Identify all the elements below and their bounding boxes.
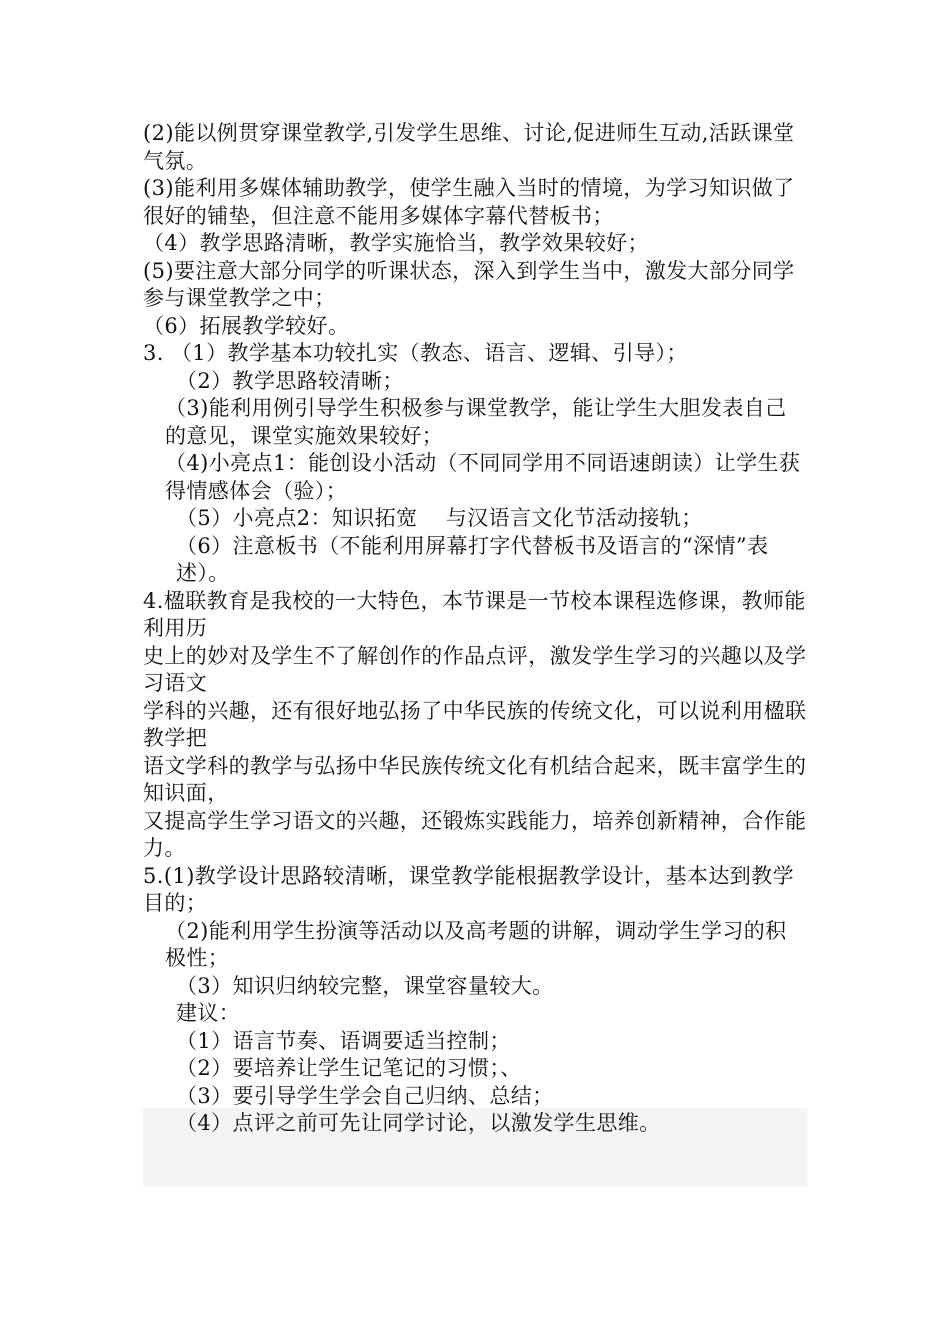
paragraph: 3. （1）教学基本功较扎实（教态、语言、逻辑、引导）；: [143, 341, 688, 365]
paragraph: （4）点评之前可先让同学讨论，以激发学生思维。: [176, 1111, 661, 1135]
paragraph: 语文学科的教学与弘扬中华民族传统文化有机结合起来，既丰富学生的知识面，: [143, 753, 807, 805]
paragraph: （5）小亮点2：知识拓宽 与汉语言文化节活动接轨；: [176, 506, 703, 530]
paragraph: 5.(1)教学设计思路较清晰，课堂教学能根据教学设计，基本达到教学目的；: [143, 863, 794, 915]
paragraph: (5)要注意大部分同学的听课状态，深入到学生当中，激发大部分同学参与课堂教学之中；: [143, 258, 795, 310]
paragraph: （2)能利用学生扮演等活动以及高考题的讲解，调动学生学习的积极性；: [165, 918, 787, 970]
paragraph: (3)能利用多媒体辅助教学，使学生融入当时的情境，为学习知识做了很好的铺垫，但注意不能用多媒体字幕代替板书；: [143, 176, 795, 228]
paragraph: 学科的兴趣，还有很好地弘扬了中华民族的传统文化，可以说利用楹联教学把: [143, 698, 807, 750]
paragraph: （4)小亮点1：能创设小活动（不同同学用不同语速朗读）让学生获得情感体会（验）；: [165, 451, 801, 503]
paragraph: 4.楹联教育是我校的一大特色，本节课是一节校本课程选修课，教师能利用历: [143, 588, 806, 640]
paragraph: （2）教学思路较清晰；: [176, 368, 404, 393]
paragraph: (2)能以例贯穿课堂教学,引发学生思维、讨论,促进师生互动,活跃课堂气氛。: [143, 121, 795, 173]
paragraph: （6）注意板书（不能利用屏幕打字代替板书及语言的“深情”表述）。: [176, 533, 769, 585]
paragraph: （3）知识归纳较完整，课堂容量较大。: [176, 973, 554, 998]
paragraph: （4）教学思路清晰，教学实施恰当，教学效果较好；: [143, 231, 649, 255]
paragraph: 建议：: [176, 1001, 241, 1025]
paragraph: （1）语言节奏、语调要适当控制；: [176, 1028, 511, 1053]
paragraph: 又提高学生学习语文的兴趣，还锻炼实践能力，培养创新精神，合作能力。: [143, 808, 807, 860]
paragraph: （2）要培养让学生记笔记的习惯；、: [176, 1056, 522, 1080]
paragraph: 史上的妙对及学生不了解创作的作品点评，激发学生学习的兴趣以及学习语文: [143, 643, 807, 695]
paragraph: （3)能利用例引导学生积极参与课堂教学，能让学生大胆发表自己的意见，课堂实施效果较好；: [165, 396, 787, 448]
paragraph: （6）拓展教学较好。: [143, 313, 350, 338]
paragraph: （3）要引导学生学会自己归纳、总结；: [176, 1083, 554, 1108]
document-body: [143, 120, 807, 1138]
